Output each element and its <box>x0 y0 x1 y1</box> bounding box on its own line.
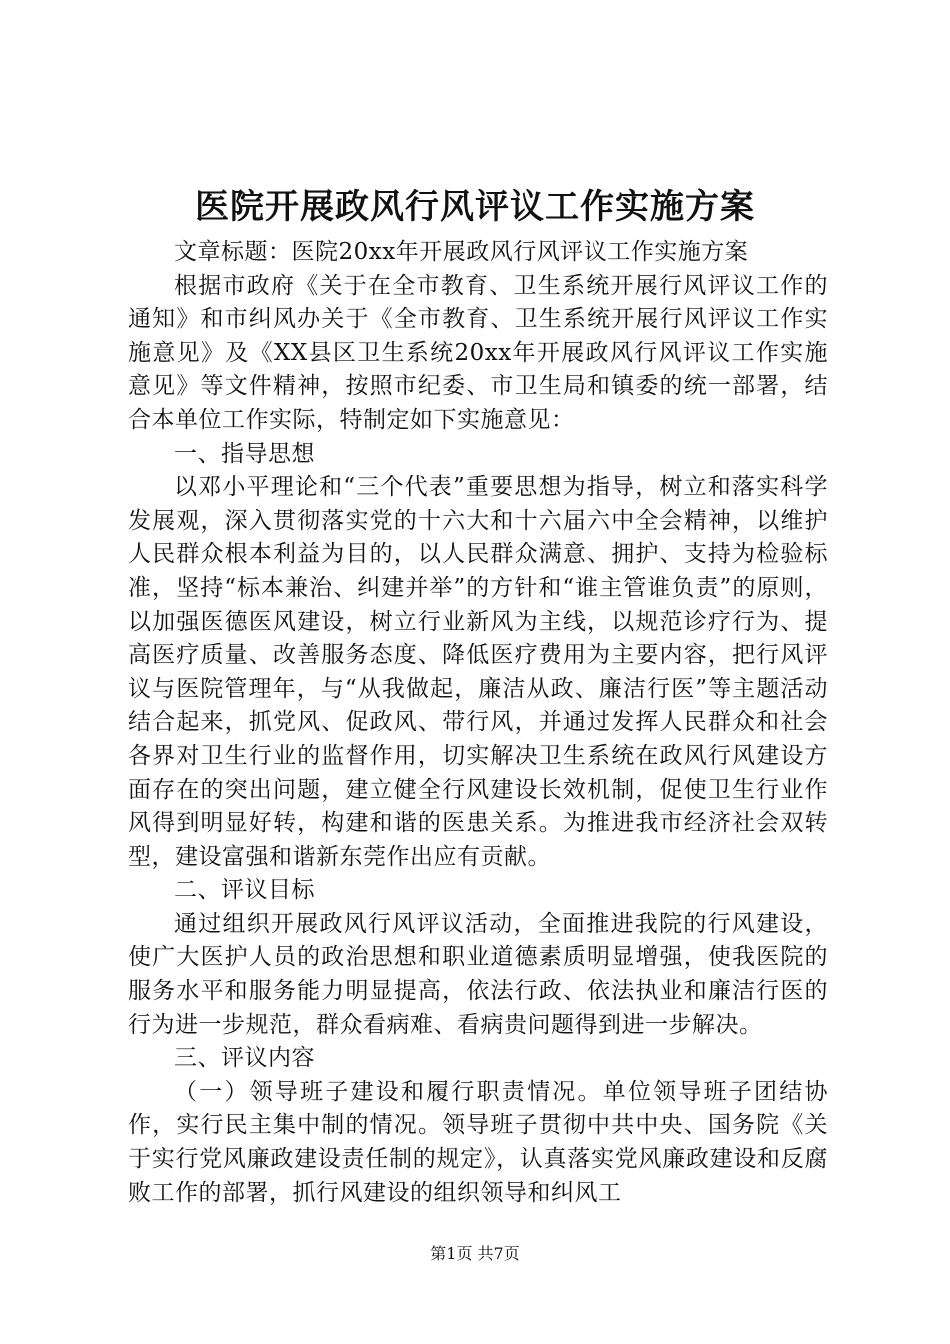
content-paragraph-1: （一）领导班子建设和履行职责情况。单位领导班子团结协作，实行民主集中制的情况。领导班子贯彻中共中央、国务院《关于实行党风廉政建设责任制的规定》，认真落实党风廉政建设和反腐败工作的部署，抓行风建设的组织领导和纠风工 <box>128 1078 828 1206</box>
document-body <box>128 236 828 1210</box>
page-footer: 第1页 共7页 <box>430 1244 520 1263</box>
article-title-line: 文章标题：医院20xx年开展政风行风评议工作实施方案 <box>174 239 749 265</box>
section-heading-guiding-ideology: 一、指导思想 <box>174 440 315 467</box>
section-heading-objectives: 二、评议目标 <box>174 877 315 904</box>
intro-paragraph: 根据市政府《关于在全市教育、卫生系统开展行风评议工作的通知》和市纠风办关于《全市教育、卫生系统开展行风评议工作实施意见》及《XX县区卫生系统20xx年开展政风行风评议工作实施意见》等文件精神，按照市纪委、市卫生局和镇委的统一部署，结合本单位工作实际，特制定如下实施意见： <box>128 272 828 433</box>
document-title: 医院开展政风行风评议工作实施方案 <box>195 187 755 227</box>
section-heading-content: 三、评议内容 <box>174 1045 315 1072</box>
guiding-ideology-paragraph: 以邓小平理论和“三个代表”重要思想为指导，树立和落实科学发展观，深入贯彻落实党的十六大和十六届六中全会精神，以维护人民群众根本利益为目的，以人民群众满意、拥护、支持为检验标准，坚持“标本兼治、纠建并举”的方针和“谁主管谁负责”的原则，以加强医德医风建设，树立行业新风为主线，以规范诊疗行为、提高医疗质量、改善服务态度、降低医疗费用为主要内容，把行风评议与医院管理年，与“从我做起，廉洁从政、廉洁行医”等主题活动结合起来，抓党风、促政风、带行风，并通过发挥人民群众和社会各界对卫生行业的监督作用，切实解决卫生系统在政风行风建设方面存在的突出问题，建立健全行风建设长效机制，促使卫生行业作风得到明显好转，构建和谐的医患关系。为推进我市经济社会双转型，建设富强和谐新东莞作出应有贡献。 <box>128 474 828 870</box>
objectives-paragraph: 通过组织开展政风行风评议活动，全面推进我院的行风建设，使广大医护人员的政治思想和职业道德素质明显增强，使我医院的服务水平和服务能力明显提高，依法行政、依法执业和廉洁行医的行为进一步规范，群众看病难、看病贵问题得到进一步解决。 <box>128 910 828 1038</box>
